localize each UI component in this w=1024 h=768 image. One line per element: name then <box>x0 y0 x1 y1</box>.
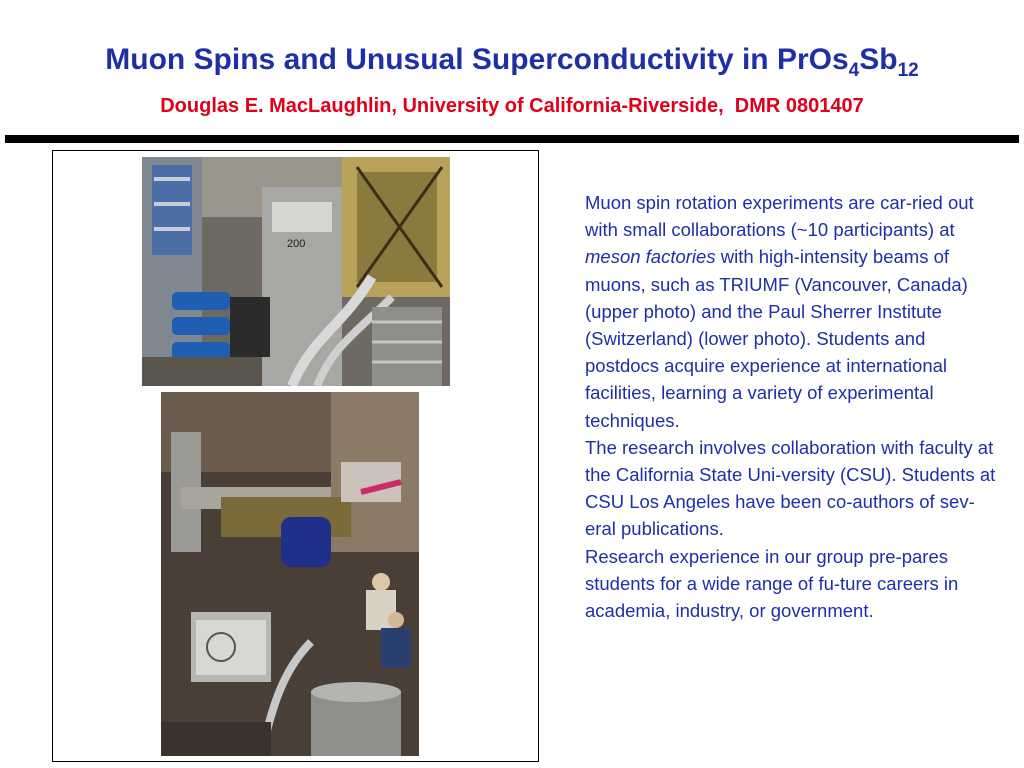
upper-photo-label: 200 <box>287 238 306 250</box>
slide-title <box>0 38 1024 93</box>
paragraph-1-emphasis: meson factories <box>585 246 716 268</box>
psi-photo <box>161 392 419 756</box>
title-subscript-12: 12 <box>897 60 919 81</box>
triumf-photo-image <box>142 157 450 386</box>
title-mid: Sb <box>859 43 898 76</box>
author-line: Douglas E. MacLaughlin, University of California-Riverside, DMR 0801407 <box>160 95 864 117</box>
triumf-photo <box>142 157 450 386</box>
title-main: Muon Spins and Unusual Superconductivity in PrOs <box>105 43 849 76</box>
paragraph-1 <box>585 189 1000 434</box>
divider-rule <box>5 135 1019 143</box>
paragraph-3: Research experience in our group pre-pares students for a wide range of fu-ture careers in academia, industry, or government. <box>585 545 959 622</box>
paragraph-1-end: with high-intensity beams of muons, such as TRIUMF (Vancouver, Canada) (upper photo) and the Paul Sherrer Institute (Switzerland) (lower photo). Students and postdocs acquire experience at international facilities, learning a variety of experimental techniques. <box>585 246 968 431</box>
paragraph-1-start: Muon spin rotation experiments are car-ried out with small collaborations (~10 participants) at <box>585 192 974 241</box>
paragraph-2: The research involves collaboration with faculty at the California State Uni-versity (CSU). Students at CSU Los Angeles have been co-authors of sev-eral publications. <box>585 436 996 540</box>
photo-frame <box>52 150 539 762</box>
title-subscript-4: 4 <box>848 60 860 81</box>
psi-photo-image <box>161 392 419 756</box>
body-text <box>585 189 1000 624</box>
